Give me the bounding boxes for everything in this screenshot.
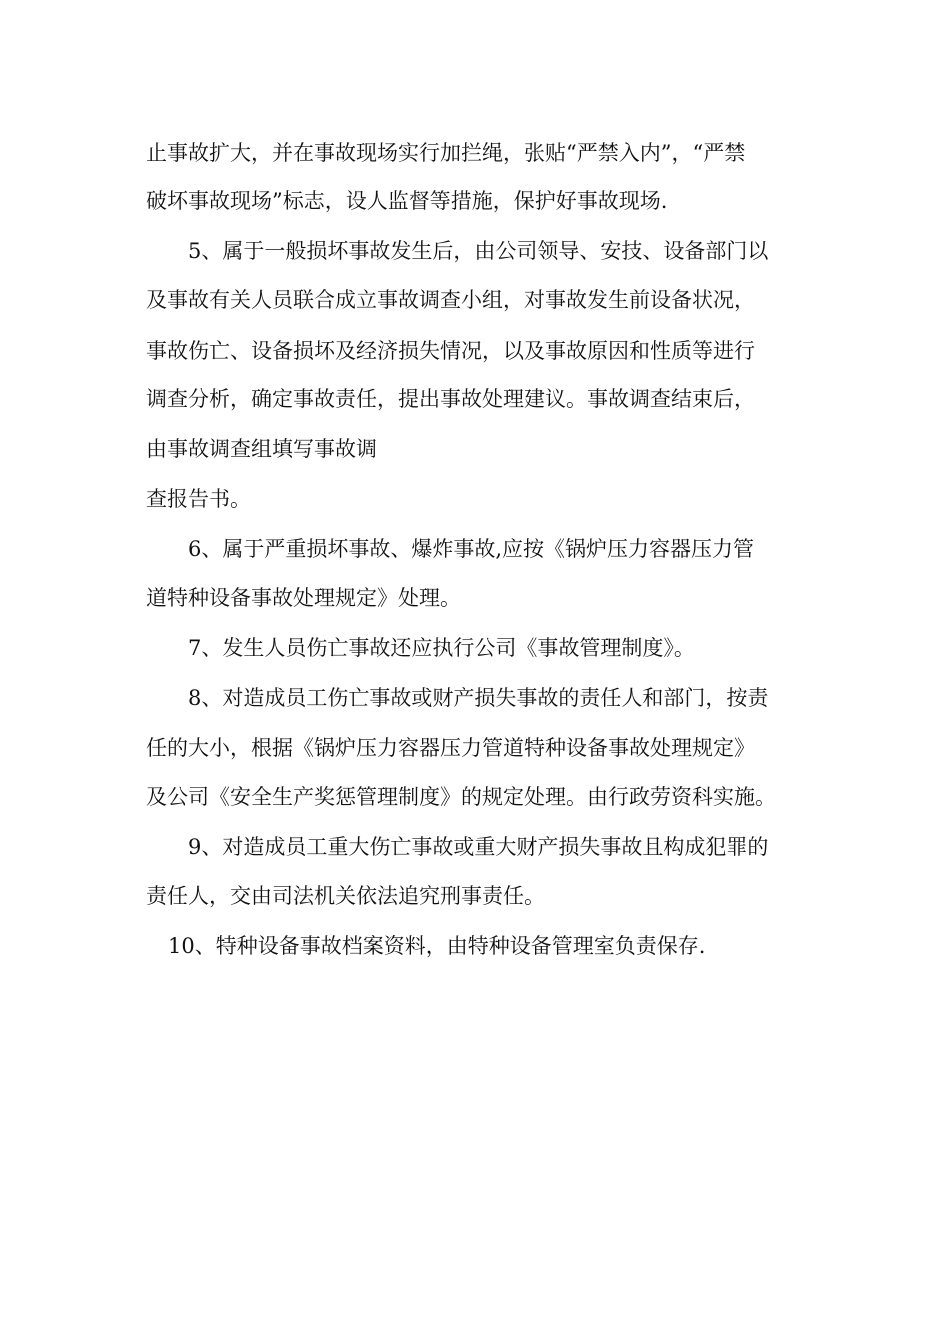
text-line: 破坏事故现场”标志，设人监督等措施，保护好事故现场. [146, 189, 668, 213]
text-line: 事故伤亡、设备损坏及经济损失情况，以及事故原因和性质等进行 [146, 339, 755, 363]
text-line: 5、属于一般损坏事故发生后，由公司领导、安技、设备部门以 [188, 239, 769, 263]
text-line: 调查分析，确定事故责任，提出事故处理建议。事故调查结束后， [146, 387, 755, 411]
text-line: 10、特种设备事故档案资料，由特种设备管理室负责保存. [168, 934, 706, 958]
text-line: 道特种设备事故处理规定》处理。 [146, 586, 461, 610]
text-line: 8、对造成员工伤亡事故或财产损失事故的责任人和部门，按责 [188, 686, 769, 710]
text-line: 及公司《安全生产奖惩管理制度》的规定处理。由行政劳资科实施。 [146, 785, 776, 809]
text-line: 查报告书。 [146, 487, 251, 511]
text-line: 止事故扩大，并在事故现场实行加拦绳，张贴“严禁入内”，“严禁 [146, 141, 746, 165]
text-line: 任的大小，根据《锅炉压力容器压力管道特种设备事故处理规定》 [146, 736, 755, 760]
text-line: 由事故调查组填写事故调 [146, 437, 377, 461]
text-line: 9、对造成员工重大伤亡事故或重大财产损失事故且构成犯罪的 [188, 835, 769, 859]
text-line: 6、属于严重损坏事故、爆炸事故,应按《锅炉压力容器压力管 [188, 537, 755, 561]
text-line: 7、发生人员伤亡事故还应执行公司《事故管理制度》。 [188, 636, 695, 660]
text-line: 及事故有关人员联合成立事故调查小组，对事故发生前设备状况， [146, 288, 755, 312]
text-line: 责任人，交由司法机关依法追究刑事责任。 [146, 884, 545, 908]
